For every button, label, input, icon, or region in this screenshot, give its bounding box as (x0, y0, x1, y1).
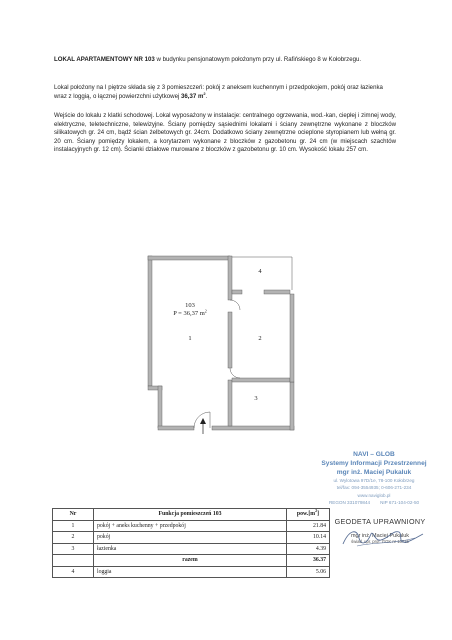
wall-bottom-left (158, 426, 194, 430)
header-nr: Nr (53, 509, 94, 521)
wall-right-room2 (290, 294, 294, 382)
row-area: 21.84 (287, 520, 330, 532)
plan-area-label: P = 36,37 $m^2$ (173, 308, 207, 317)
table-header-row (53, 509, 330, 521)
header-area: $pow.[m^2]$ (287, 509, 330, 521)
composition-end: . (205, 92, 208, 100)
description-paragraph: Wejście do lokalu z klatki schodowej. Lokal wyposażony w instalacje: centralnego ogrzewania, wod.-kan, ciepłej i zimnej wody, elektryczne, teletechniczne, telewizyjne. Ściany pomiędzy sąsiednimi lokalami i ściany zewnętrzne wykonane z bloczków silikatowych gr. 24 cm, bądź ścian żelbetowych gr. 24cm. Dodatkowo ściany zewnętrzne ocieplone styropianem lub wełną gr. 20 cm. Ściany pomiędzy lokalem, a korytarzem wykonane z bloczków z gazobetonu gr. 24 cm (w miejscach szachtów instalacyjnych gr. 12 cm). Ścianki działowe murowane z bloczków z gazobetonu gr. 10 cm. Wysokość lokalu 257 cm. (54, 112, 396, 154)
row-nr: 4 (53, 566, 94, 578)
wall-bath-left (228, 380, 232, 426)
row-name: pokój (94, 532, 287, 544)
total-empty (53, 555, 94, 567)
wall-bottom-right (212, 426, 294, 430)
row-name: pokój + aneks kuchenny + przedpokój (94, 520, 287, 532)
intro-text: w budynku pensjonatowym położonym przy ul. Rafińskiego 8 w Kołobrzegu. (154, 56, 362, 63)
row-name: łazienka (94, 543, 287, 555)
composition-paragraph (54, 84, 396, 101)
wall-loggia-left (228, 256, 232, 300)
surveyor-title: GEODETA UPRAWNIONY (334, 517, 426, 526)
table-total-row (53, 555, 330, 567)
surveyor-name: mgr inż. Maciej Pukaluk (350, 533, 410, 539)
total-value: 36.37 (287, 555, 330, 567)
loggia-outline (232, 257, 292, 290)
plan-doors (194, 300, 240, 428)
intro-paragraph (54, 56, 396, 65)
room-label-3: 3 (254, 395, 258, 402)
row-area: 10.14 (287, 532, 330, 544)
entrance-arrow (200, 418, 206, 434)
table-row (53, 543, 330, 555)
stamp-company: NAVI – GLOB (353, 451, 395, 458)
stamp-phone: tel/fax: 094-3554935; 0-606-271-234 (336, 485, 412, 491)
wall-left-lower (158, 386, 162, 428)
stamp-registry (312, 499, 436, 506)
company-stamp (312, 450, 436, 507)
stamp-subtitle: Systemy Informacji Przestrzennej (321, 460, 427, 467)
room-label-1: 1 (188, 335, 192, 342)
plan-unit-number: 103 (185, 302, 195, 309)
row-nr: 3 (53, 543, 94, 555)
table-row (53, 566, 330, 578)
unit-heading: LOKAL APARTAMENTOWY NR 103 (54, 56, 155, 63)
stamp-owner: mgr inż. Maciej Pukaluk (336, 469, 412, 476)
wall-loggia-bottom-b (264, 290, 290, 294)
row-nr: 1 (53, 520, 94, 532)
room-label-4: 4 (258, 268, 262, 275)
wall-top (148, 256, 230, 260)
floor-plan (146, 254, 306, 434)
stamp-website: www.naviglob.pl (357, 492, 391, 498)
rooms-table (52, 508, 330, 578)
handwritten-signature (337, 524, 427, 552)
room-label-2: 2 (258, 335, 262, 342)
total-area-value: 36,37 $m^2$ (181, 90, 206, 100)
plan-walls (148, 256, 294, 430)
header-function: Funkcja pomieszczeń 103 (94, 509, 287, 521)
wall-loggia-bottom-a (232, 290, 242, 294)
row-nr: 2 (53, 532, 94, 544)
door-bath (230, 368, 240, 378)
row-area: 4.39 (287, 543, 330, 555)
wall-right-lower (290, 382, 294, 430)
row-name: loggia (94, 566, 287, 578)
total-label: razem (94, 555, 287, 567)
stamp-regon: REGON 331079844 (328, 500, 371, 506)
surveyor-certificate: świad. upr. prof. GGK nr 16715 (351, 539, 409, 544)
wall-left-upper (148, 256, 152, 386)
row-area: 5.06 (287, 566, 330, 578)
stamp-nip: NIP 671-104-02-50 (380, 500, 420, 506)
composition-text: Lokal położony na I piętrze składa się z 3 pomieszczeń: pokój z aneksem kuchennym i przedpokojem, pokój oraz łazienka wraz z loggią, o łącznej powierzchni użytkowej (54, 84, 383, 100)
table-row (53, 532, 330, 544)
door-room2 (230, 300, 240, 310)
table-row (53, 520, 330, 532)
stamp-address: ul. Wylotowa 97D/1e, 78-100 Kołobrzeg (333, 478, 415, 483)
wall-mid-vertical (228, 312, 232, 368)
wall-bath-top (232, 378, 290, 382)
